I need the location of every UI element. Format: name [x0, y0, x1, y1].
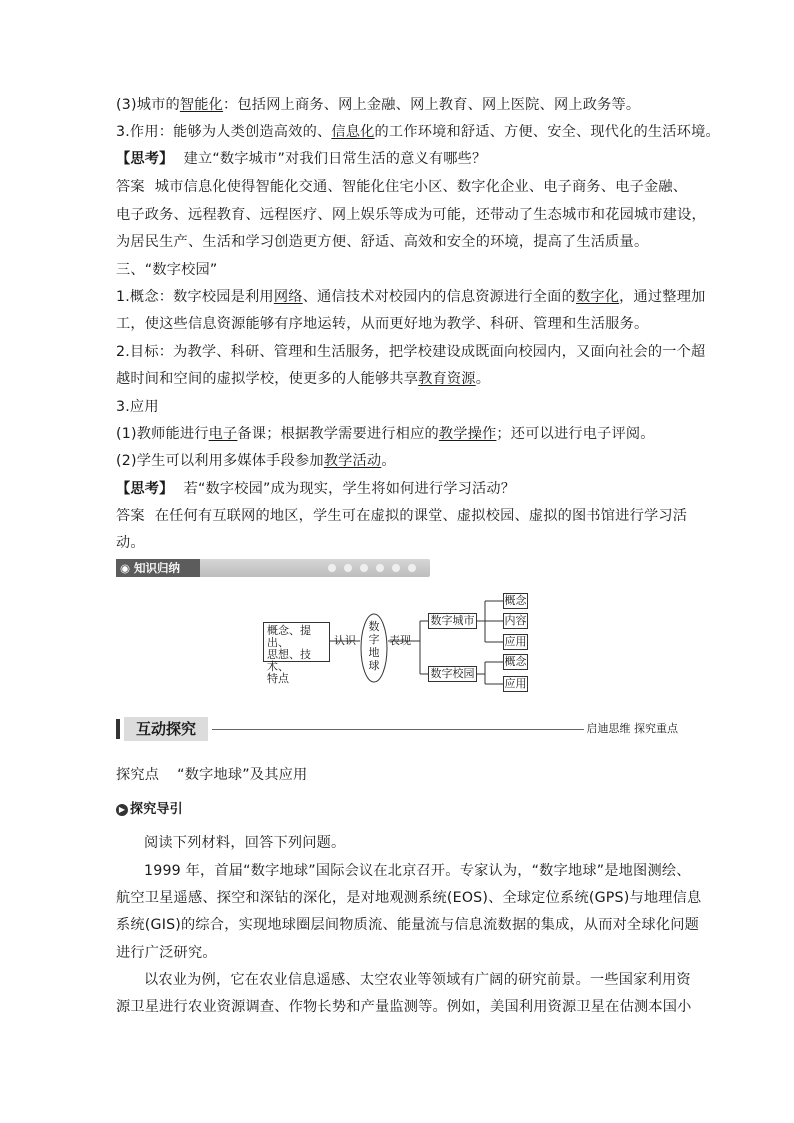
- text: 1.概念：数字校园是利用: [116, 289, 274, 305]
- underlined-term: 教学操作: [438, 426, 497, 442]
- knowledge-label: 知识归纳: [134, 561, 181, 575]
- digital-city-box: 数字城市: [428, 613, 477, 629]
- paragraph-line: 航空卫星遥感、探空和深钻的深化，是对地观测系统(EOS)、全球定位系统(GPS)与地理信息: [116, 890, 702, 906]
- underlined-term: 智能化: [179, 97, 224, 113]
- underlined-term: 教学活动: [323, 453, 382, 469]
- campus-concept-box: 概念: [504, 655, 527, 668]
- underlined-term: 教育资源: [418, 371, 476, 387]
- recognize-label: 认识: [334, 634, 356, 647]
- node-char: 数: [368, 620, 380, 633]
- paragraph-line: 以农业为例，它在农业信息遥感、太空农业等领域有广阔的研究前景。一些国家利用资: [144, 972, 691, 988]
- section-title: 互动探究: [124, 717, 208, 741]
- play-icon: ▶: [116, 804, 128, 816]
- underlined-term: 信息化: [331, 124, 375, 140]
- aspects-box: [263, 622, 330, 685]
- question-text: 若“数字校园”成为现实，学生将如何进行学习活动？: [183, 481, 516, 497]
- box-line: 概念、提出、: [267, 624, 311, 649]
- answer-1-line: 为居民生产、生活和学习创造更方便、舒适、高效和安全的环境，提高了生活质量。: [116, 234, 649, 250]
- target-icon: ◉: [120, 561, 135, 575]
- box-line: 思想、技术、: [267, 648, 311, 673]
- question-text: 建立“数字城市”对我们日常生活的意义有哪些？: [183, 151, 487, 167]
- underlined-term: 网络: [273, 289, 303, 305]
- text: ，通过整理加: [619, 289, 706, 305]
- city-application-box: 应用: [504, 635, 527, 648]
- paragraph-line: 系统(GIS)的综合，实现地球圈层间物质流、能量流与信息流数据的集成，从而对全球化问题: [116, 917, 699, 933]
- concept-line: 工，使这些信息资源能够有序地运转，从而更好地为教学、科研、管理和生活服务。: [116, 316, 649, 332]
- text: (3)城市的: [116, 97, 180, 113]
- answer-text: 城市信息化使得智能化交通、智能化住宅小区、数字化企业、电子商务、电子金融、: [154, 179, 688, 195]
- paragraph-line: 1999 年，首届“数字地球”国际会议在北京召开。专家认为，“数字地球”是地图测绘、: [144, 863, 691, 879]
- node-char: 球: [368, 659, 380, 672]
- paragraph-line: 阅读下列材料，回答下列问题。: [144, 835, 346, 851]
- text: 备课；根据教学需要进行相应的: [237, 426, 439, 442]
- explore-point-tag: 探究点: [116, 767, 160, 783]
- digital-earth-node: [368, 620, 380, 672]
- section-bar: [116, 719, 120, 739]
- explore-point: [116, 766, 307, 784]
- guide-label: 探究导引: [130, 802, 183, 817]
- box-line: 特点: [267, 672, 289, 685]
- text: 。: [381, 453, 396, 469]
- think-tag: 【思考】: [116, 151, 174, 167]
- section-heading: 三、“数字校园”: [116, 262, 218, 278]
- explore-guide: [116, 801, 183, 819]
- paragraph-line: 源卫星进行农业资源调查、作物长势和产量监测等。例如，美国利用资源卫星在估测本国小: [116, 999, 692, 1015]
- answer-1-line: 电子政务、远程教育、远程医疗、网上娱乐等成为可能，还带动了生态城市和花园城市建设，: [116, 207, 706, 223]
- text: (2)学生可以利用多媒体手段参加: [116, 453, 324, 469]
- underlined-term: 数字化: [575, 289, 620, 305]
- text: 越时间和空间的虚拟学校，使更多的人能够共享: [116, 371, 419, 387]
- paragraph-line: 进行广泛研究。: [116, 945, 217, 961]
- campus-application-box: 应用: [504, 677, 527, 690]
- section-subtitle: 启迪思维 探究重点: [586, 722, 678, 735]
- goal-line: 2.目标：为教学、科研、管理和生活服务，把学校建设成既面向校园内，又面向社会的一个超: [116, 344, 706, 360]
- text: 的工作环境和舒适、方便、安全、现代化的生活环境。: [374, 124, 720, 140]
- digital-campus-box: 数字校园: [428, 666, 477, 682]
- text: 3.作用：能够为人类创造高效的、: [116, 124, 332, 140]
- answer-tag: 答案: [116, 179, 145, 195]
- section-header: [116, 717, 678, 741]
- node-char: 字: [368, 633, 380, 646]
- underlined-term: 电子: [208, 426, 238, 442]
- answer-2-line: 动。: [116, 535, 145, 551]
- text: 。: [475, 371, 491, 387]
- city-concept-box: 概念: [504, 594, 527, 607]
- city-content-box: 内容: [504, 614, 527, 627]
- application-heading: 3.应用: [116, 399, 159, 415]
- think-tag: 【思考】: [116, 481, 174, 497]
- express-label: 表现: [389, 634, 411, 647]
- text: 、通信技术对校园内的信息资源进行全面的: [302, 289, 576, 305]
- text: ；还可以进行电子评阅。: [496, 426, 655, 442]
- text: (1)教师能进行: [116, 426, 209, 442]
- node-char: 地: [368, 646, 380, 659]
- explore-point-title: “数字地球”及其应用: [177, 767, 308, 783]
- section-rule: [212, 729, 584, 730]
- answer-text: 在任何有互联网的地区，学生可在虚拟的课堂、虚拟校园、虚拟的图书馆进行学习活: [154, 508, 688, 524]
- answer-tag: 答案: [116, 508, 145, 524]
- text: ：包括网上商务、网上金融、网上教育、网上医院、网上政务等。: [223, 97, 641, 113]
